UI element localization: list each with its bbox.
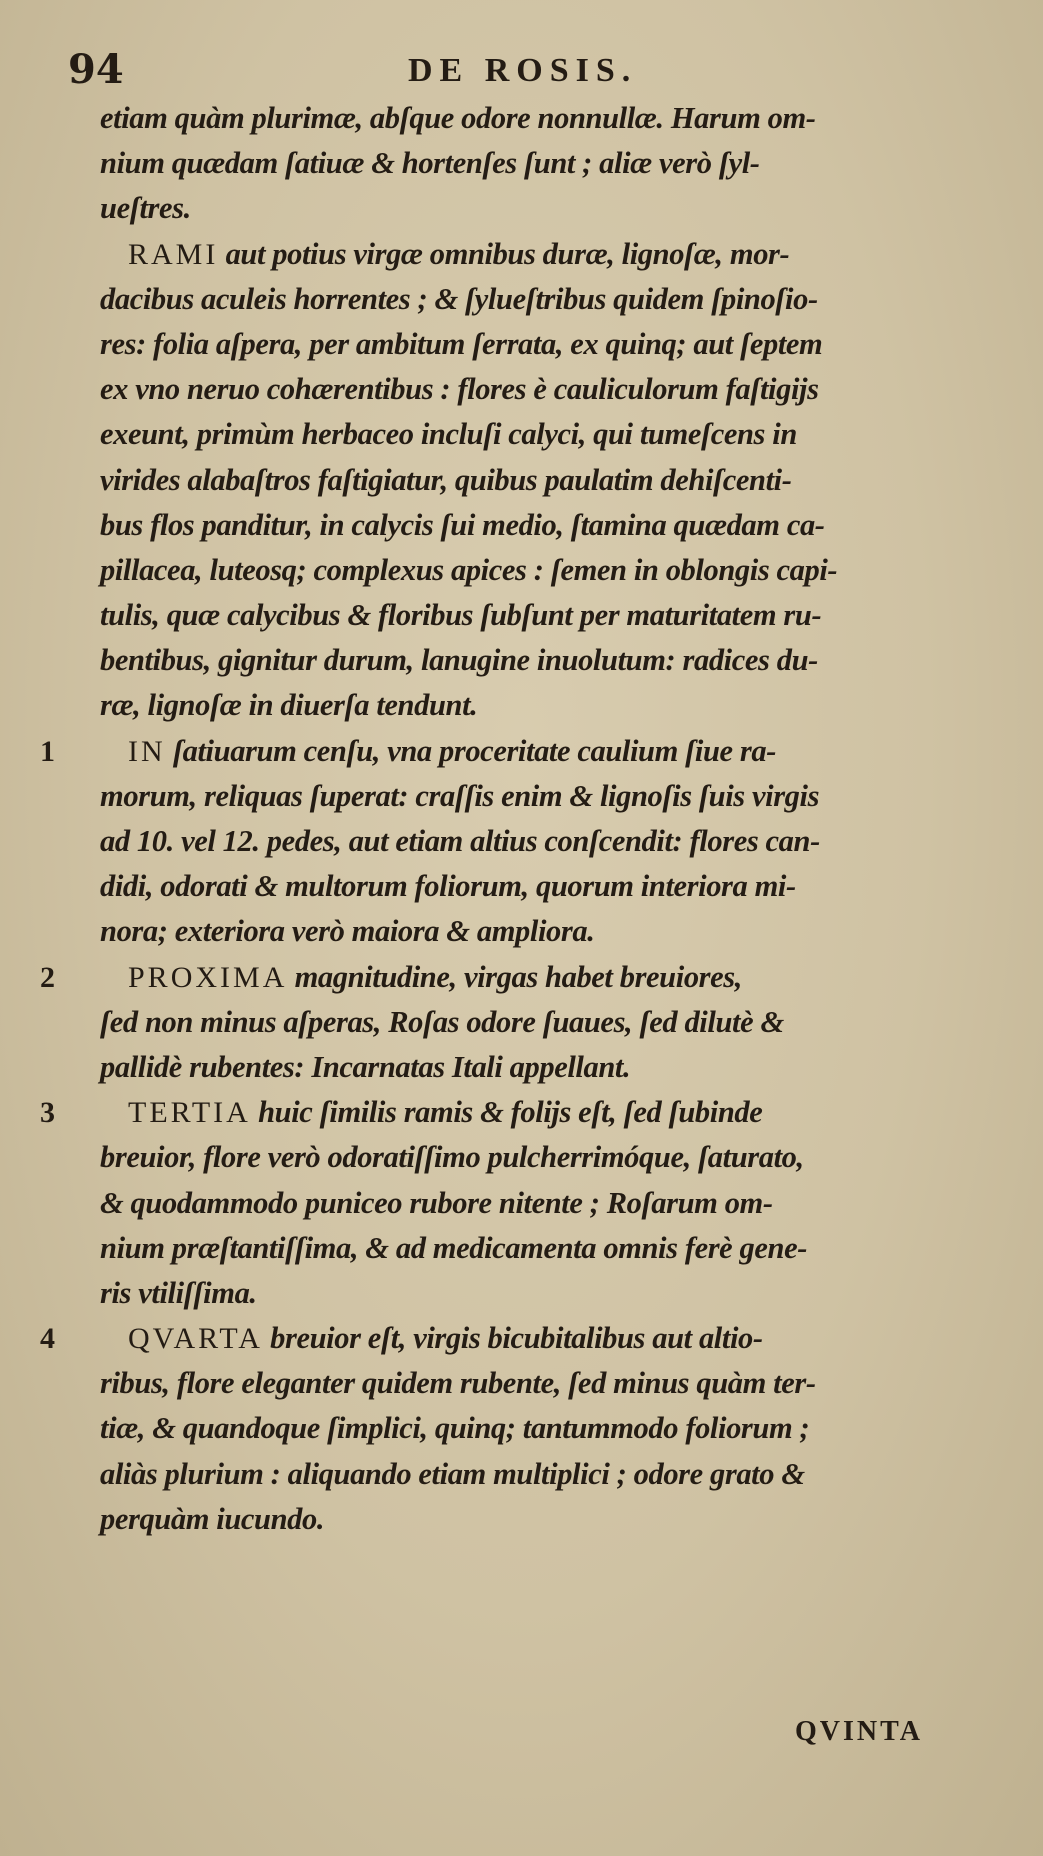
text-line [100, 864, 980, 909]
line-text: nium præſtantiſſima, & ad medicamenta omnis ferè gene- [100, 1230, 807, 1265]
text-line [100, 141, 980, 186]
paragraph [40, 729, 980, 955]
paragraph [100, 96, 980, 232]
paragraph [40, 955, 980, 1091]
line-text: aut potius virgæ omnibus duræ, lignoſæ, mor- [218, 236, 790, 271]
text-line [40, 1316, 980, 1361]
page-number: 94 [68, 46, 124, 93]
page-header [68, 46, 983, 96]
paragraph-number: 2 [40, 960, 55, 994]
line-text: perquàm iucundo. [100, 1501, 325, 1536]
text-line [100, 232, 980, 277]
line-text: pallidè rubentes: Incarnatas Itali appellant. [100, 1049, 631, 1084]
lead-word: QVARTA [128, 1322, 263, 1356]
text-line [100, 1361, 980, 1406]
line-text: pillacea, luteosq; complexus apices : ſemen in oblongis capi- [100, 552, 838, 587]
line-text: nium quædam ſatiuæ & hortenſes ſunt ; aliæ verò ſyl- [100, 146, 760, 181]
paragraph [40, 1316, 980, 1542]
text-line [100, 1497, 980, 1542]
line-text: ſatiuarum cenſu, vna proceritate caulium ſiue ra- [165, 733, 776, 768]
text-line [100, 548, 980, 593]
line-text: bus flos panditur, in calycis ſui medio, ſtamina quædam ca- [100, 507, 825, 542]
text-line [100, 277, 980, 322]
lead-word: TERTIA [128, 1096, 251, 1130]
line-text: magnitudine, virgas habet breuiores, [287, 959, 742, 994]
text-line [100, 1452, 980, 1497]
text-line [100, 1226, 980, 1271]
line-text: ſed non minus aſperas, Roſas odore ſuaues, ſed dilutè & [100, 1004, 784, 1039]
text-line [100, 186, 980, 231]
paragraph-number: 4 [40, 1322, 55, 1356]
text-line [40, 729, 980, 774]
paragraph [100, 232, 980, 729]
line-text: ueſtres. [100, 191, 191, 226]
line-text: tiæ, & quandoque ſimplici, quinq; tantummodo foliorum ; [100, 1411, 810, 1446]
line-text: tulis, quæ calycibus & floribus ſubſunt per maturitatem ru- [100, 598, 822, 633]
text-line [100, 1000, 980, 1045]
text-line [40, 1090, 980, 1135]
line-text: ad 10. vel 12. pedes, aut etiam altius conſcendit: flores can- [100, 824, 820, 858]
catchword: QVINTA [795, 1716, 923, 1747]
text-line [40, 955, 980, 1000]
text-line [100, 909, 980, 954]
line-text: huic ſimilis ramis & folijs eſt, ſed ſubinde [250, 1095, 763, 1130]
line-text: ex vno neruo cohærentibus : flores è cauliculorum faſtigijs [100, 372, 819, 407]
text-line [100, 367, 980, 412]
text-line [100, 593, 980, 638]
running-head: DE ROSIS. [408, 52, 638, 89]
line-text: virides alabaſtros faſtigiatur, quibus paulatim dehiſcenti- [100, 462, 792, 497]
text-line [100, 1181, 980, 1226]
paragraph-number: 3 [40, 1096, 55, 1130]
line-text: nora; exteriora verò maiora & ampliora. [100, 914, 595, 949]
text-line [100, 322, 980, 367]
lead-word: RAMI [128, 237, 219, 271]
text-line [100, 1045, 980, 1090]
text-line [100, 638, 980, 683]
line-text: bentibus, gignitur durum, lanugine inuolutum: radices du- [100, 643, 818, 678]
line-text: aliàs plurium : aliquando etiam multiplici ; odore grato & [100, 1456, 805, 1491]
text-line [100, 503, 980, 548]
text-line [100, 412, 980, 457]
line-text: ræ, lignoſæ in diuerſa tendunt. [100, 688, 478, 723]
lead-word: IN [128, 734, 166, 768]
text-line [100, 458, 980, 503]
line-text: exeunt, primùm herbaceo incluſi calyci, qui tumeſcens in [100, 417, 797, 452]
text-line [100, 774, 980, 819]
body-text [40, 96, 980, 1542]
line-text: ribus, flore eleganter quidem rubente, ſed minus quàm ter- [100, 1366, 816, 1401]
line-text: didi, odorati & multorum foliorum, quorum interiora mi- [100, 869, 796, 904]
line-text: ris vtiliſſima. [100, 1275, 257, 1310]
text-line [100, 819, 980, 864]
lead-word: PROXIMA [128, 960, 288, 994]
line-text: etiam quàm plurimæ, abſque odore nonnullæ. Harum om- [100, 101, 816, 135]
line-text: morum, reliquas ſuperat: craſſis enim & lignoſis ſuis virgis [100, 778, 820, 813]
line-text: dacibus aculeis horrentes ; & ſylueſtribus quidem ſpinoſio- [100, 281, 818, 316]
paragraph [40, 1090, 980, 1316]
text-line [100, 1135, 980, 1180]
line-text: res: folia aſpera, per ambitum ſerrata, ex quinq; aut ſeptem [100, 326, 823, 361]
text-line [100, 683, 980, 728]
paragraph-number: 1 [40, 734, 55, 768]
line-text: & quodammodo puniceo rubore nitente ; Roſarum om- [100, 1185, 773, 1220]
line-text: breuior eſt, virgis bicubitalibus aut altio- [262, 1321, 763, 1356]
text-line [100, 96, 980, 141]
text-line [100, 1271, 980, 1316]
text-line [100, 1406, 980, 1451]
line-text: breuior, flore verò odoratiſſimo pulcherrimóque, ſaturato, [100, 1140, 804, 1175]
